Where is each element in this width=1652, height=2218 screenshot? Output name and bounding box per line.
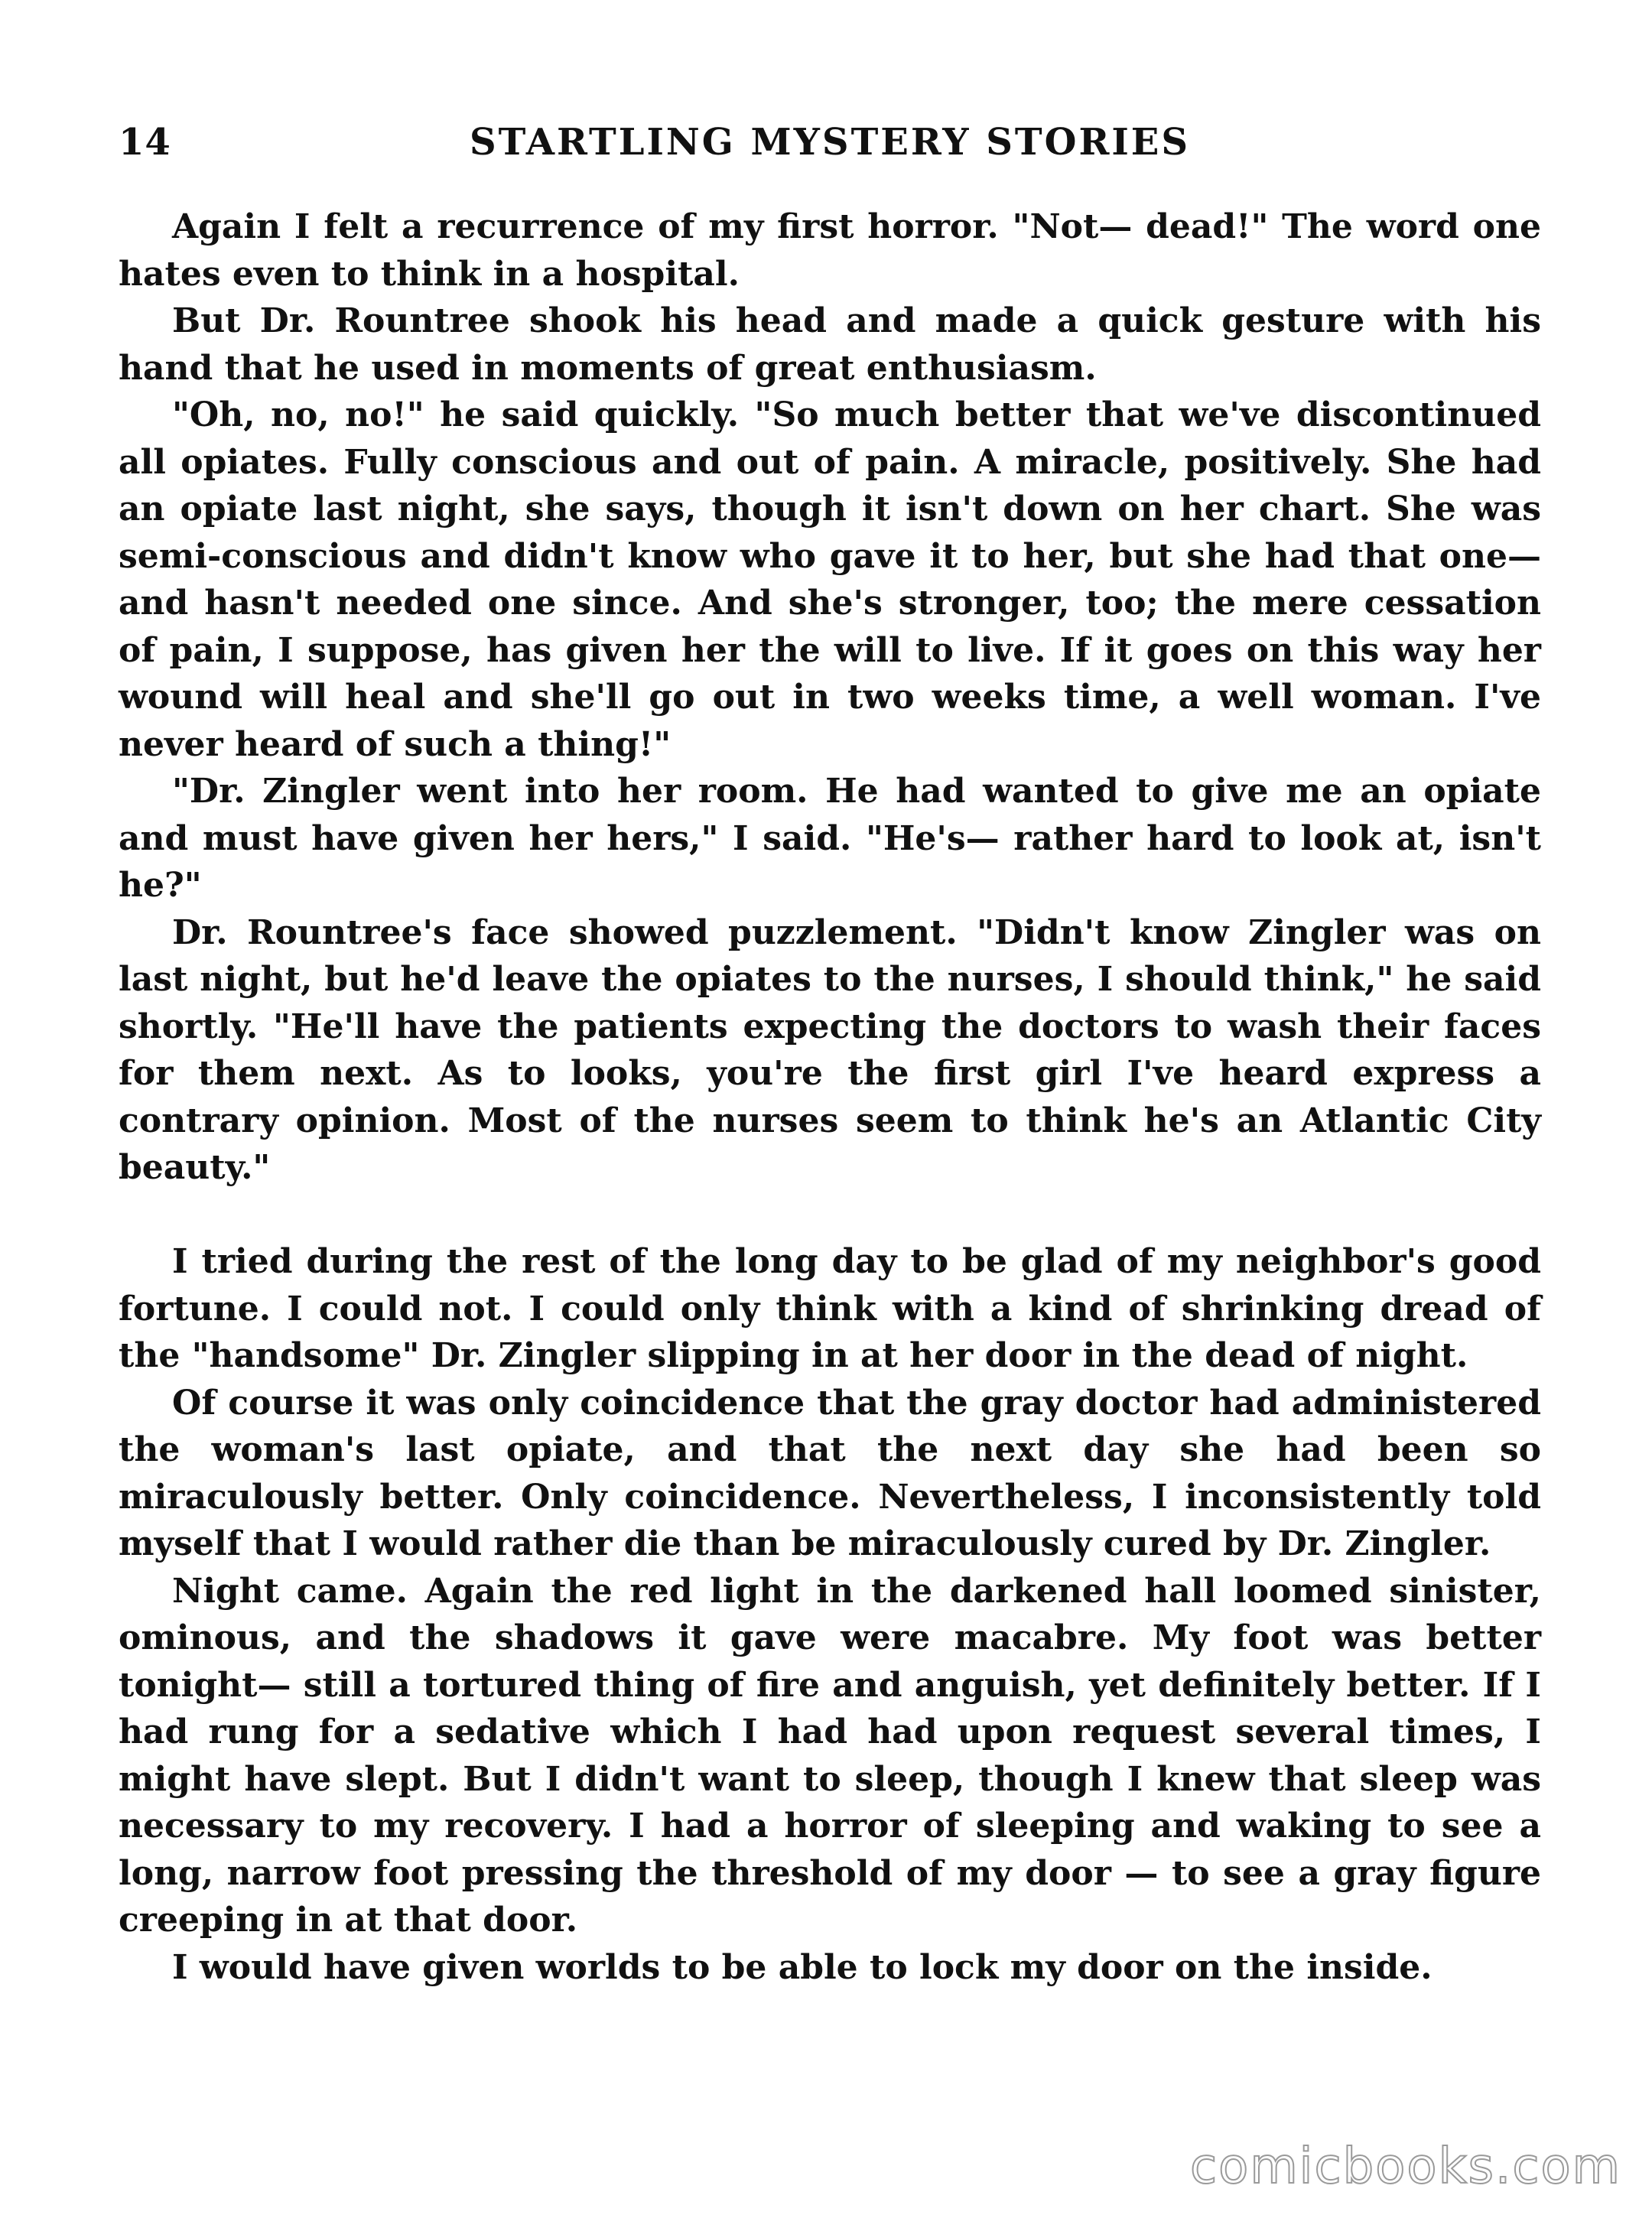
paragraph-2: But Dr. Rountree shook his head and made a quick gesture with his hand that he used in moments of great enthusiasm. [119, 301, 1541, 388]
running-head: STARTLING MYSTERY STORIES [469, 121, 1191, 164]
paragraph-5: Dr. Rountree's face showed puzzlement. "Didn't know Zingler was on last night, but he'd leave the opiates to the nurses, I should think," he said shortly. "He'll have the patients expecting the doctors to wash their faces for them next. As to looks, you're the first girl I've heard express a contrary opinion. Most of the nurses seem to think he's an Atlantic City beauty." [119, 912, 1541, 1187]
paragraph-3: "Oh, no, no!" he said quickly. "So much better that we've discontinued all opiates. Fully conscious and out of pain. A miracle, positively. She had an opiate last night, she says, though it isn't down on her chart. She was semi-conscious and didn't know who gave it to her, but she had that one— and hasn't needed one since. And she's stronger, too; the mere cessation of pain, I suppose, has given her the will to live. If it goes on this way her wound will heal and she'll go out in two weeks time, a well woman. I've never heard of such a thing!" [119, 395, 1541, 764]
paragraph-1: Again I felt a recurrence of my first horror. "Not— dead!" The word one hates even to think in a hospital. [119, 207, 1541, 294]
paragraph-8: Night came. Again the red light in the darkened hall loomed sinister, ominous, and the shadows it gave were macabre. My foot was better tonight— still a tortured thing of fire and anguish, yet definitely better. If I had rung for a sedative which I had had upon request several times, I might have slept. But I didn't want to sleep, though I knew that sleep was necessary to my recovery. I had a horror of sleeping and waking to see a long, narrow foot pressing the threshold of my door — to see a gray figure creeping in at that door. [119, 1571, 1541, 1940]
book-page [119, 115, 1541, 2103]
section-break [119, 1192, 1541, 1239]
paragraph-6: I tried during the rest of the long day to be glad of my neighbor's good fortune. I could not. I could only think with a kind of shrinking dread of the "handsome" Dr. Zingler slipping in at her door in the dead of night. [119, 1242, 1541, 1375]
paragraph-4: "Dr. Zingler went into her room. He had wanted to give me an opiate and must have given her hers," I said. "He's— rather hard to look at, isn't he?" [119, 772, 1541, 905]
page-header [119, 115, 1541, 176]
watermark: comicbooks.com [1189, 2138, 1621, 2195]
paragraph-7: Of course it was only coincidence that the gray doctor had administered the woman's last opiate, and that the next day she had been so miraculously better. Only coincidence. Nevertheless, I inconsistently told myself that I would rather die than be miraculously cured by Dr. Zingler. [119, 1383, 1541, 1563]
story-text [119, 203, 1541, 1991]
paragraph-9: I would have given worlds to be able to lock my door on the inside. [172, 1947, 1432, 1987]
page-number: 14 [119, 121, 171, 164]
